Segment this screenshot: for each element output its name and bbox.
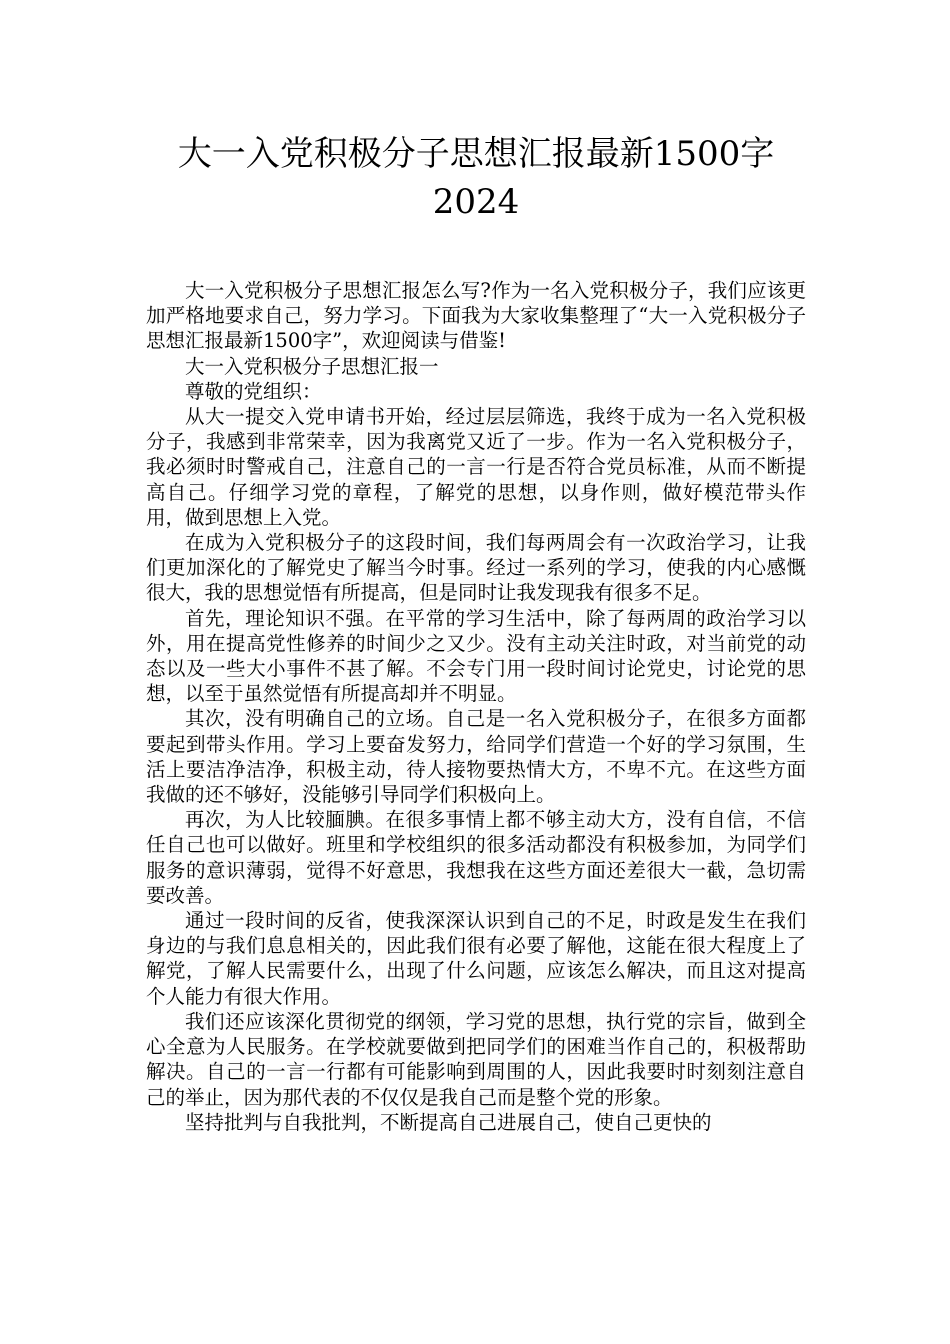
paragraph: 其次，没有明确自己的立场。自己是一名入党积极分子，在很多方面都要起到带头作用。学习上要奋发努力，给同学们营造一个好的学习氛围，生活上要洁净洁净，积极主动，待人接物要热情大方，不卑不亢。在这些方面我做的还不够好，没能够引导同学们积极向上。 [146,707,806,807]
paragraph: 我们还应该深化贯彻党的纲领，学习党的思想，执行党的宗旨，做到全心全意为人民服务。在学校就要做到把同学们的困难当作自己的，积极帮助解决。自己的一言一行都有可能影响到周围的人，因此我要时时刻刻注意自己的举止，因为那代表的不仅仅是我自己而是整个党的形象。 [146,1009,806,1109]
paragraph: 坚持批判与自我批判，不断提高自己进展自己，使自己更快的 [185,1110,712,1134]
document-title [136,130,816,226]
document-body [146,278,806,1135]
paragraph: 首先，理论知识不强。在平常的学习生活中，除了每两周的政治学习以外，用在提高党性修养的时间少之又少。没有主动关注时政，对当前党的动态以及一些大小事件不甚了解。不会专门用一段时间讨论党史，讨论党的思想，以至于虽然觉悟有所提高却并不明显。 [146,606,806,706]
paragraph: 从大一提交入党申请书开始，经过层层筛选，我终于成为一名入党积极分子，我感到非常荣幸，因为我离党又近了一步。作为一名入党积极分子，我必须时时警戒自己，注意自己的一言一行是否符合党员标准，从而不断提高自己。仔细学习党的章程，了解党的思想，以身作则，做好模范带头作用，做到思想上入党。 [146,405,806,529]
paragraph: 再次，为人比较腼腆。在很多事情上都不够主动大方，没有自信，不信任自己也可以做好。班里和学校组织的很多活动都没有积极参加，为同学们服务的意识薄弱，觉得不好意思，我想我在这些方面还差很大一截，急切需要改善。 [146,808,806,907]
paragraph: 通过一段时间的反省，使我深深认识到自己的不足，时政是发生在我们身边的与我们息息相关的，因此我们很有必要了解他，这能在很大程度上了解党，了解人民需要什么，出现了什么问题，应该怎么解决，而且这对提高个人能力有很大作用。 [146,909,806,1008]
document-page [146,0,806,1135]
paragraph: 在成为入党积极分子的这段时间，我们每两周会有一次政治学习，让我们更加深化的了解党史了解当今时事。经过一系列的学习，使我的内心感慨很大，我的思想觉悟有所提高，但是同时让我发现我有很多不足。 [146,531,806,605]
paragraph-salutation: 尊敬的党组织： [185,379,322,403]
title-line-2: 2024 [432,182,520,222]
paragraph-intro: 大一入党积极分子思想汇报怎么写?作为一名入党积极分子，我们应该更加严格地要求自己，努力学习。下面我为大家收集整理了“大一入党积极分子思想汇报最新1500字”，欢迎阅读与借鉴! [146,279,806,353]
paragraph-section-heading: 大一入党积极分子思想汇报一 [185,354,439,378]
title-line-1: 大一入党积极分子思想汇报最新1500字 [177,134,775,174]
